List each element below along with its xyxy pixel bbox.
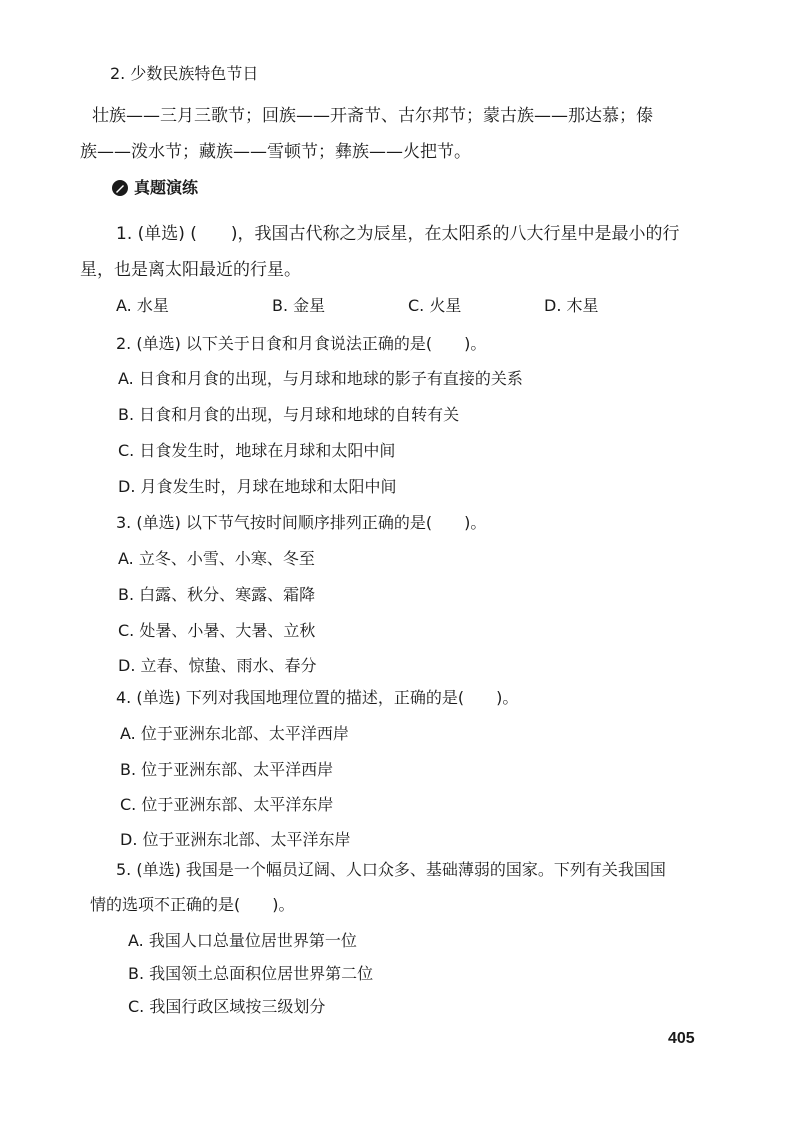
- q4-option-a: A. 位于亚洲东北部、太平洋西岸: [120, 724, 349, 743]
- q1-option-c: C. 火星: [408, 296, 462, 315]
- page-number: 405: [668, 1030, 695, 1047]
- question-1-stem-cont: 星，也是离太阳最近的行星。: [80, 260, 301, 280]
- q5-option-c: C. 我国行政区域按三级划分: [128, 997, 326, 1016]
- q2-option-b: B. 日食和月食的出现，与月球和地球的自转有关: [118, 405, 460, 424]
- question-5-stem: 5. (单选) 我国是一个幅员辽阔、人口众多、基础薄弱的国家。下列有关我国国: [116, 860, 666, 879]
- paragraph-line: 壮族——三月三歌节；回族——开斋节、古尔邦节；蒙古族——那达慕；傣: [92, 106, 653, 126]
- question-3-stem: 3. (单选) 以下节气按时间顺序排列正确的是( )。: [116, 513, 487, 532]
- q3-option-c: C. 处暑、小暑、大暑、立秋: [118, 621, 316, 640]
- q4-option-c: C. 位于亚洲东部、太平洋东岸: [120, 795, 334, 814]
- q3-option-b: B. 白露、秋分、寒露、霜降: [118, 585, 316, 604]
- question-4-stem: 4. (单选) 下列对我国地理位置的描述，正确的是( )。: [116, 688, 519, 707]
- q3-option-d: D. 立春、惊蛰、雨水、春分: [118, 656, 317, 675]
- q2-option-c: C. 日食发生时，地球在月球和太阳中间: [118, 441, 396, 460]
- section-heading: 2. 少数民族特色节日: [110, 64, 259, 83]
- q1-option-a: A. 水星: [116, 296, 169, 315]
- question-2-stem: 2. (单选) 以下关于日食和月食说法正确的是( )。: [116, 334, 487, 353]
- q3-option-a: A. 立冬、小雪、小寒、冬至: [118, 549, 315, 568]
- paragraph-line: 族——泼水节；藏族——雪顿节；彝族——火把节。: [80, 142, 471, 162]
- pencil-circle-icon: [112, 180, 128, 196]
- practice-title: 真题演练: [134, 178, 199, 197]
- q4-option-d: D. 位于亚洲东北部、太平洋东岸: [120, 830, 351, 849]
- q2-option-a: A. 日食和月食的出现，与月球和地球的影子有直接的关系: [118, 369, 523, 388]
- q4-option-b: B. 位于亚洲东部、太平洋西岸: [120, 760, 334, 779]
- q5-option-b: B. 我国领土总面积位居世界第二位: [128, 964, 374, 983]
- q2-option-d: D. 月食发生时，月球在地球和太阳中间: [118, 477, 397, 496]
- q5-option-a: A. 我国人口总量位居世界第一位: [128, 931, 357, 950]
- q1-option-b: B. 金星: [272, 296, 326, 315]
- question-1-stem: 1. (单选) ( )，我国古代称之为辰星，在太阳系的八大行星中是最小的行: [116, 224, 680, 244]
- q1-option-d: D. 木星: [544, 296, 599, 315]
- question-5-stem-cont: 情的选项不正确的是( )。: [90, 895, 295, 914]
